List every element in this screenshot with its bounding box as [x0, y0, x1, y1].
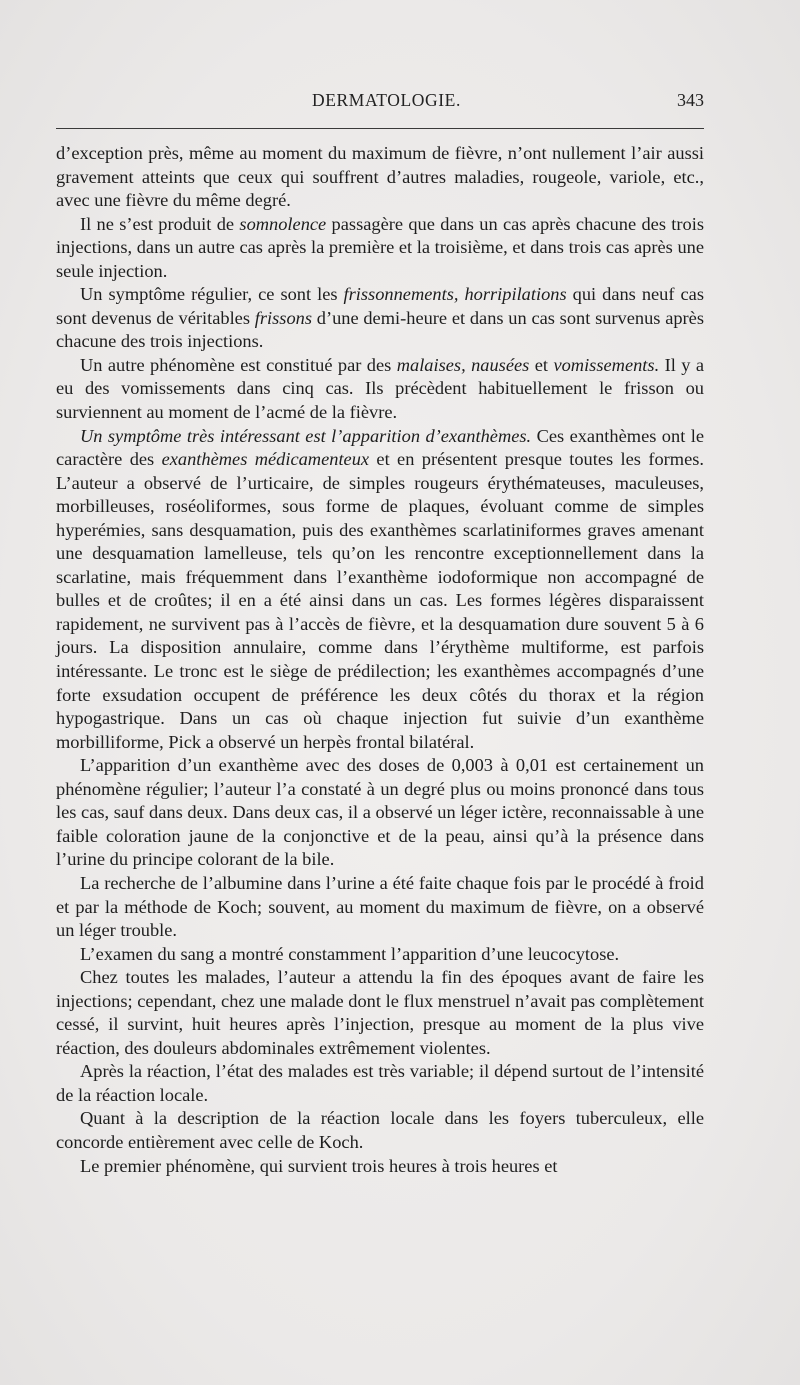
text-run: d’une demi-heure et dans un cas sont survenus après chacune des trois injections. — [56, 307, 704, 352]
text-run: L’examen du sang a montré constamment l’apparition d’une leucocytose. — [80, 943, 620, 964]
paragraph — [56, 354, 704, 425]
paragraph — [56, 283, 704, 354]
paragraph — [56, 1155, 704, 1179]
text-run: Quant à la description de la réaction locale dans les foyers tuberculeux, elle concorde entièrement avec celle de Koch. — [56, 1108, 704, 1152]
text-run: et en présentent presque toutes les formes. L’auteur a observé de l’urticaire, de simples rougeurs érythémateuses, maculeuses, morbilleuses, roséoliformes, sous forme de plaques, évoluant comme de simples hyperémies, sans desquamation, puis des exanthèmes scarlatiniformes graves amenant une desquamation lamelleuse, tels qu’on les rencontre exceptionnellement dans la scarlatine, mais fréquemment dans l’exanthème iodoformique non accompagné de bulles et de croûtes; il en a été ainsi dans un cas. Les formes légères disparaissent rapidement, ne survivent pas à l’accès de fièvre, et la desquamation dure souvent 5 à 6 jours. La disposition annulaire, comme dans l’érythème multiforme, est parfois intéressante. Le tronc est le siège de prédilection; les exanthèmes accompagnés d’une forte exsudation occupent de préférence les deux côtés du thorax et la région hypogastrique. Dans un cas où chaque injection fut suivie d’un exanthème morbilliforme, Pick a observé un herpès frontal bilatéral. — [56, 449, 704, 752]
text-run: qui dans neuf cas sont devenus de véritables — [56, 284, 704, 328]
page-number: 343 — [677, 90, 704, 110]
text-run: Un autre phénomène est constitué par des — [80, 354, 397, 375]
italic-text: Un symptôme très intéressant est l’apparition d’exanthèmes. — [80, 425, 532, 446]
paragraph — [56, 943, 704, 967]
page-header — [56, 90, 704, 116]
text-run: Après la réaction, l’état des malades est très variable; il dépend surtout de l’intensité de la réaction locale. — [56, 1061, 704, 1105]
paragraph — [56, 872, 704, 943]
text-run: d’exception près, même au moment du maximum de fièvre, n’ont nullement l’air aussi gravement atteints que ceux qui souffrent d’autres maladies, rougeole, variole, etc., avec une fièvre du même degré. — [56, 143, 704, 211]
italic-text: vomissements. — [553, 354, 660, 375]
italic-text: somnolence — [239, 213, 327, 234]
text-run: Chez toutes les malades, l’auteur a attendu la fin des époques avant de faire les injections; cependant, chez une malade dont le flux menstruel n’avait pas complètement cessé, il survint, huit heures après l’injection, presque au moment de la plus vive réaction, des douleurs abdominales extrêmement violentes. — [56, 967, 704, 1058]
paragraph — [56, 966, 704, 1060]
text-run: Il ne s’est produit de — [80, 213, 240, 234]
paragraph — [56, 754, 704, 872]
text-run: Un symptôme régulier, ce sont les — [80, 284, 344, 305]
paragraph — [56, 142, 704, 213]
italic-text: frissons — [254, 307, 312, 328]
italic-text: malaises, nausées — [396, 354, 530, 375]
paragraph — [56, 213, 704, 284]
text-run: La recherche de l’albumine dans l’urine a été faite chaque fois par le procédé à froid et par la méthode de Koch; souvent, au moment du maximum de fièvre, on a observé un léger trouble. — [56, 872, 704, 941]
text-run: passagère que dans un cas après chacune des trois injections, dans un autre cas après la première et la troisième, et dans trois cas après une seule injection. — [56, 213, 704, 281]
header-rule — [56, 128, 704, 129]
text-run: Il y a eu des vomissements dans cinq cas. Ils précèdent habituellement le frisson ou surviennent au moment de l’acmé de la fièvre. — [56, 354, 705, 423]
text-run: et — [529, 354, 554, 375]
paragraph — [56, 1060, 704, 1107]
text-run: Le premier phénomène, qui survient trois heures à trois heures et — [80, 1155, 558, 1176]
body-text — [56, 142, 704, 1178]
paragraph — [56, 1107, 704, 1154]
italic-text: frissonnements, horripilations — [343, 284, 567, 305]
running-head: DERMATOLOGIE. — [312, 90, 461, 110]
text-run: L’apparition d’un exanthème avec des doses de 0,003 à 0,01 est certainement un phénomène régulier; l’auteur l’a constaté à un degré plus ou moins prononcé dans tous les cas, sauf dans deux. Dans deux cas, il a observé un léger ictère, reconnaissable à une faible coloration jaune de la conjonctive et de la peau, ainsi qu’à la présence dans l’urine du principe colorant de la bile. — [56, 755, 704, 870]
italic-text: exanthèmes médicamenteux — [161, 449, 370, 470]
paragraph — [56, 425, 704, 755]
text-run: Ces exanthèmes ont le caractère des — [56, 425, 704, 470]
